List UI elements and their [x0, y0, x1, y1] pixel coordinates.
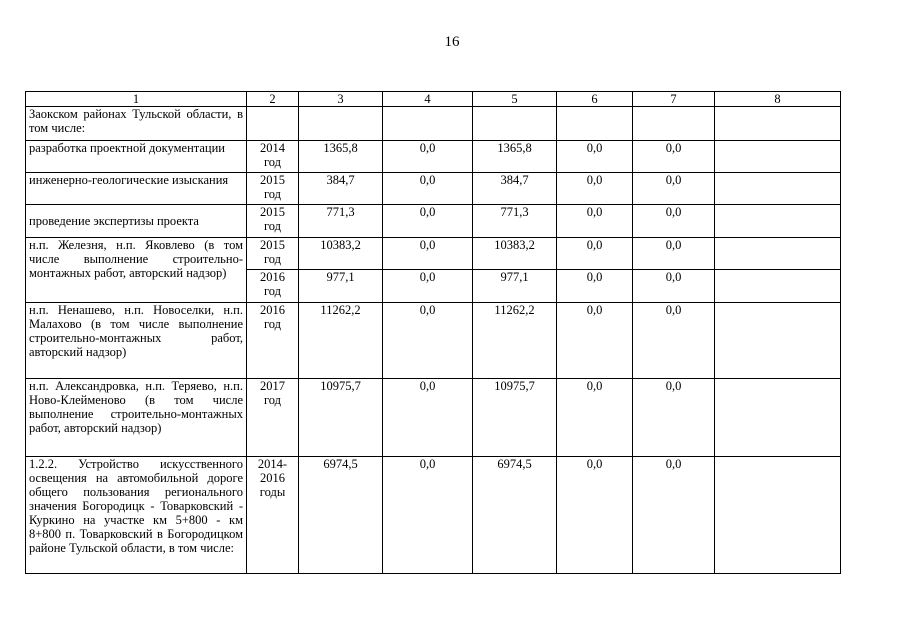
row-year — [247, 107, 299, 141]
table-row — [26, 173, 841, 205]
table-header-row — [26, 92, 841, 107]
row-year: 2014-2016 годы — [247, 457, 299, 574]
row-year: 2016 год — [247, 270, 299, 303]
cell-col8 — [715, 457, 841, 574]
row-description: инженерно-геологические изыскания — [26, 173, 247, 205]
column-header: 6 — [557, 92, 633, 107]
cell-col3: 11262,2 — [299, 303, 383, 379]
cell-col3: 1365,8 — [299, 141, 383, 173]
cell-col6 — [557, 107, 633, 141]
row-description: н.п. Александровка, н.п. Теряево, н.п. Ново-Клейменово (в том числе выполнение строительно-монтажных работ, авторский надзор) — [26, 379, 247, 457]
column-header: 3 — [299, 92, 383, 107]
cell-col8 — [715, 173, 841, 205]
cell-col7: 0,0 — [633, 141, 715, 173]
row-year: 2015 год — [247, 173, 299, 205]
cell-col5: 977,1 — [473, 270, 557, 303]
table-row — [26, 107, 841, 141]
column-header: 2 — [247, 92, 299, 107]
cell-col8 — [715, 238, 841, 270]
cell-col5: 11262,2 — [473, 303, 557, 379]
table-row — [26, 379, 841, 457]
cell-col6: 0,0 — [557, 205, 633, 238]
cell-col4: 0,0 — [383, 303, 473, 379]
cell-col5: 771,3 — [473, 205, 557, 238]
row-year: 2015 год — [247, 238, 299, 270]
cell-col3: 771,3 — [299, 205, 383, 238]
column-header: 7 — [633, 92, 715, 107]
cell-col8 — [715, 205, 841, 238]
cell-col8 — [715, 107, 841, 141]
cell-col8 — [715, 141, 841, 173]
cell-col7: 0,0 — [633, 238, 715, 270]
cell-col7: 0,0 — [633, 270, 715, 303]
column-header: 5 — [473, 92, 557, 107]
row-description: Заокском районах Тульской области, в том числе: — [26, 107, 247, 141]
cell-col5: 10383,2 — [473, 238, 557, 270]
cell-col4: 0,0 — [383, 238, 473, 270]
cell-col5: 10975,7 — [473, 379, 557, 457]
cell-col3 — [299, 107, 383, 141]
cell-col6: 0,0 — [557, 457, 633, 574]
table-row — [26, 205, 841, 238]
cell-col8 — [715, 303, 841, 379]
cell-col7: 0,0 — [633, 303, 715, 379]
cell-col7: 0,0 — [633, 379, 715, 457]
cell-col4: 0,0 — [383, 205, 473, 238]
table-row — [26, 457, 841, 574]
cell-col4: 0,0 — [383, 457, 473, 574]
table-row — [26, 303, 841, 379]
cell-col6: 0,0 — [557, 270, 633, 303]
row-description: н.п. Железня, н.п. Яковлево (в том числе выполнение строительно-монтажных работ, авторский надзор) — [26, 238, 247, 303]
table-row — [26, 238, 841, 270]
cell-col8 — [715, 379, 841, 457]
cell-col6: 0,0 — [557, 379, 633, 457]
cell-col4 — [383, 107, 473, 141]
cell-col4: 0,0 — [383, 141, 473, 173]
cell-col4: 0,0 — [383, 173, 473, 205]
cell-col3: 10975,7 — [299, 379, 383, 457]
cell-col5 — [473, 107, 557, 141]
cell-col3: 977,1 — [299, 270, 383, 303]
cell-col4: 0,0 — [383, 379, 473, 457]
cell-col8 — [715, 270, 841, 303]
cell-col3: 384,7 — [299, 173, 383, 205]
cell-col5: 1365,8 — [473, 141, 557, 173]
cell-col7: 0,0 — [633, 173, 715, 205]
cell-col6: 0,0 — [557, 303, 633, 379]
cell-col7: 0,0 — [633, 457, 715, 574]
row-year: 2015 год — [247, 205, 299, 238]
cell-col6: 0,0 — [557, 238, 633, 270]
cell-col6: 0,0 — [557, 141, 633, 173]
cell-col4: 0,0 — [383, 270, 473, 303]
cell-col5: 6974,5 — [473, 457, 557, 574]
cell-col7 — [633, 107, 715, 141]
column-header: 8 — [715, 92, 841, 107]
row-year: 2017 год — [247, 379, 299, 457]
cell-col5: 384,7 — [473, 173, 557, 205]
cell-col3: 10383,2 — [299, 238, 383, 270]
row-description: н.п. Ненашево, н.п. Новоселки, н.п. Малахово (в том числе выполнение строительно-монтажных работ, авторский надзор) — [26, 303, 247, 379]
cell-col6: 0,0 — [557, 173, 633, 205]
table-row — [26, 141, 841, 173]
cell-col7: 0,0 — [633, 205, 715, 238]
row-description: 1.2.2. Устройство искусственного освещения на автомобильной дороге общего пользования регионального значения Богородицк - Товарковский - Куркино на участке км 5+800 - км 8+800 п. Товарковский в Богородицком районе Тульской области, в том числе: — [26, 457, 247, 574]
row-year: 2014 год — [247, 141, 299, 173]
cell-col3: 6974,5 — [299, 457, 383, 574]
page-number: 16 — [444, 34, 460, 50]
data-table — [25, 91, 841, 574]
column-header: 1 — [26, 92, 247, 107]
row-description: проведение экспертизы проекта — [26, 205, 247, 238]
row-year: 2016 год — [247, 303, 299, 379]
column-header: 4 — [383, 92, 473, 107]
row-description: разработка проектной документации — [26, 141, 247, 173]
